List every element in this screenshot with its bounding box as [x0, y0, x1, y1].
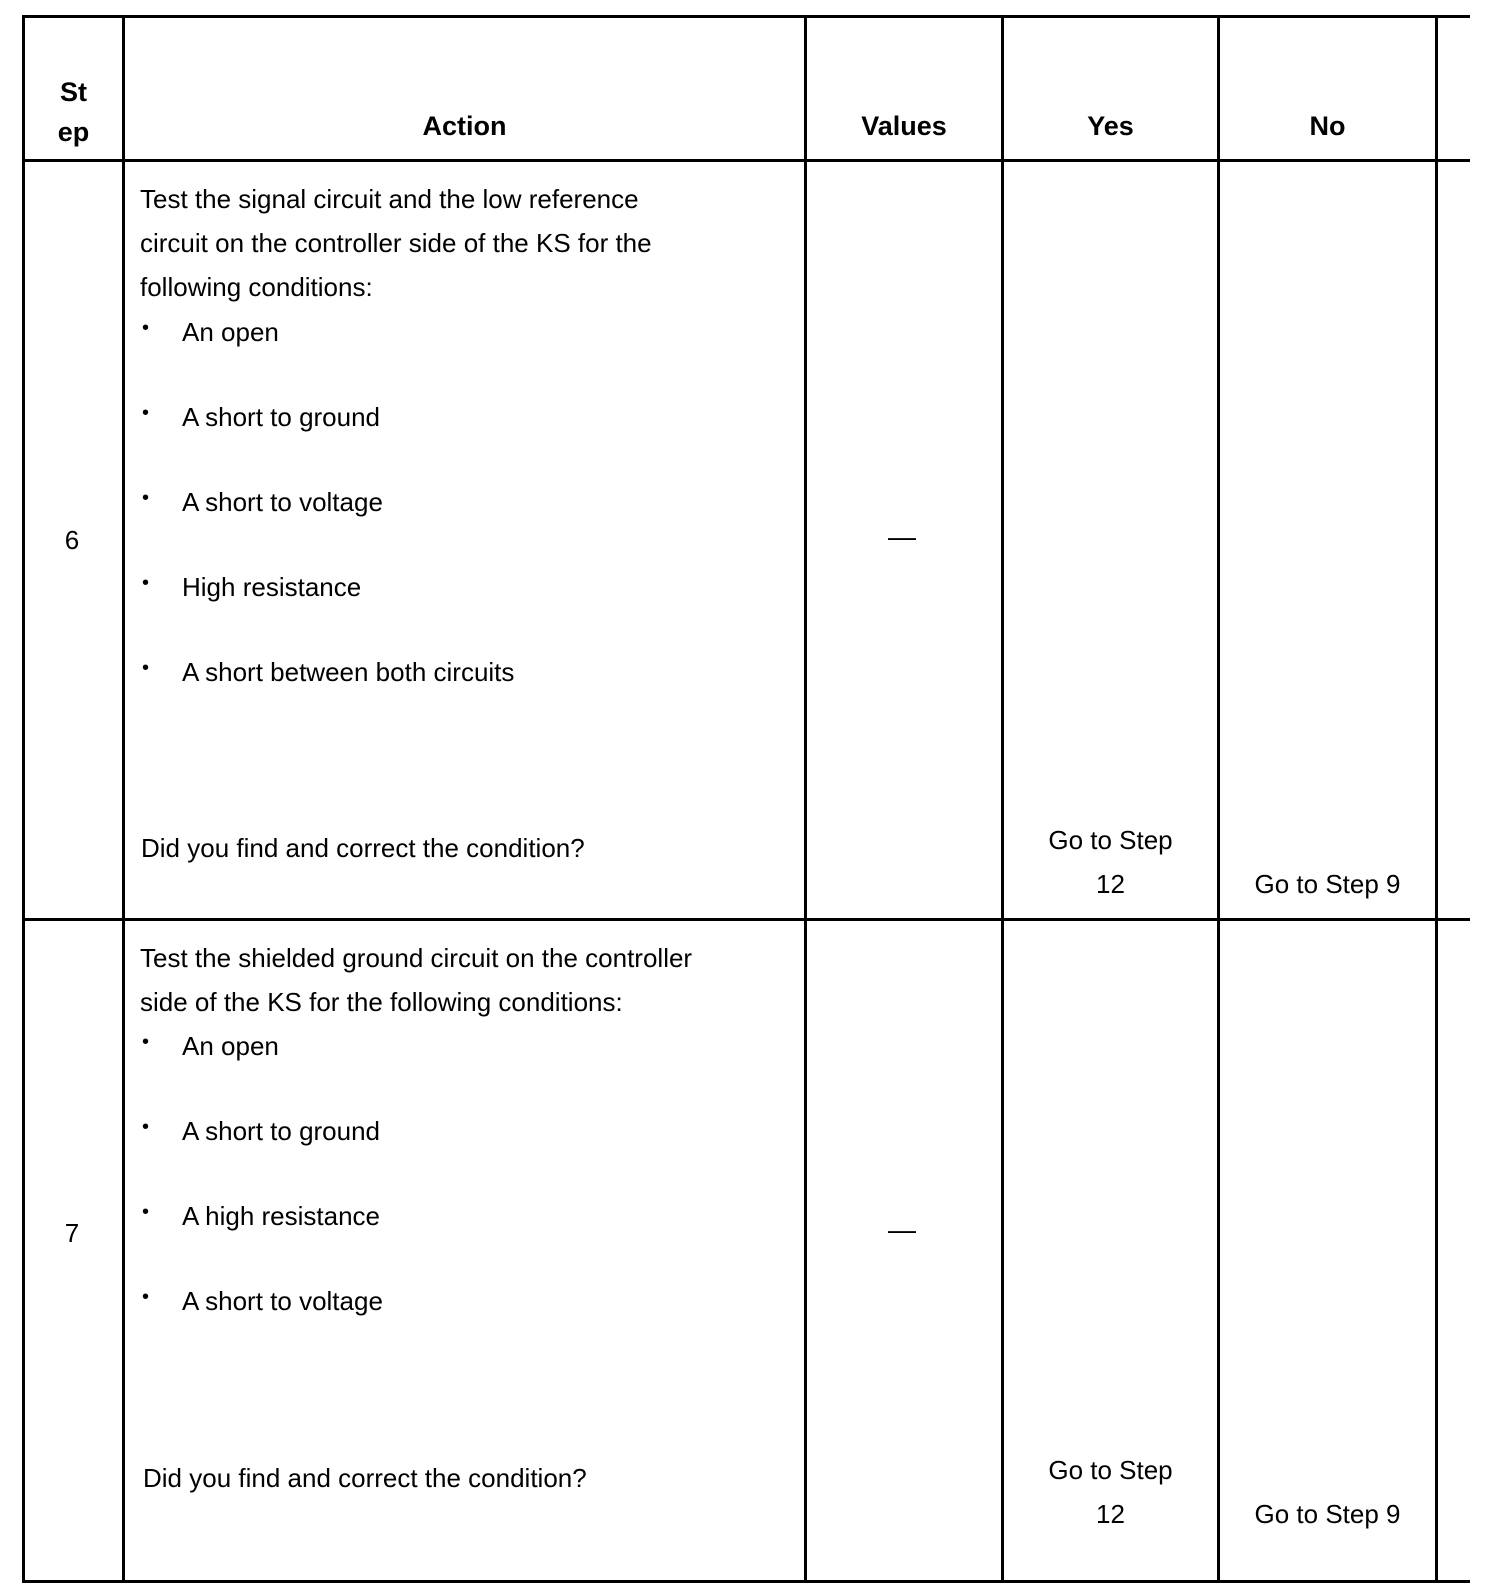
yes-goto-line: Go to Step — [1048, 825, 1173, 855]
table-border-top — [22, 15, 1470, 18]
condition-text: A short to ground — [182, 402, 381, 432]
bullet-icon: • — [142, 1286, 150, 1308]
no-goto: Go to Step 9 — [1254, 869, 1401, 899]
header-yes: Yes — [1087, 111, 1134, 141]
condition-text: A short to ground — [182, 1116, 381, 1146]
action-question: Did you find and correct the condition? — [141, 833, 585, 863]
condition-text: A short between both circuits — [182, 657, 515, 687]
action-intro-line: Test the signal circuit and the low reference — [140, 184, 639, 214]
yes-goto-line: Go to Step — [1048, 1455, 1173, 1485]
header-divider — [22, 159, 1470, 162]
yes-goto-line: 12 — [1096, 869, 1125, 899]
yes-goto — [1004, 818, 1217, 906]
action-intro-line: circuit on the controller side of the KS for the — [140, 228, 652, 258]
condition-text: An open — [182, 317, 279, 347]
bullet-icon: • — [142, 1201, 150, 1223]
no-goto: Go to Step 9 — [1254, 1499, 1401, 1529]
header-action: Action — [422, 111, 507, 141]
header-values: Values — [861, 111, 947, 141]
value-dash: — — [888, 1214, 916, 1245]
bullet-icon: • — [142, 657, 150, 679]
condition-text: High resistance — [182, 572, 362, 602]
action-intro-line: Test the shielded ground circuit on the controller — [140, 943, 693, 973]
header-step-line2: ep — [57, 117, 90, 147]
condition-text: A high resistance — [182, 1201, 381, 1231]
header-no: No — [1309, 111, 1346, 141]
yes-goto-line: 12 — [1096, 1499, 1125, 1529]
col-divider-action — [804, 15, 807, 1583]
bullet-icon: • — [142, 402, 150, 424]
row-divider — [22, 918, 1470, 921]
header-step — [25, 72, 122, 152]
condition-text: An open — [182, 1031, 279, 1061]
bullet-icon: • — [142, 1116, 150, 1138]
bullet-icon: • — [142, 1031, 150, 1053]
table-border-right — [1435, 15, 1438, 1583]
header-step-line1: St — [60, 77, 87, 107]
table-border-left — [22, 15, 25, 1583]
yes-goto — [1004, 1448, 1217, 1536]
action-intro-line: side of the KS for the following conditions: — [140, 987, 623, 1017]
condition-text: A short to voltage — [182, 1286, 383, 1316]
col-divider-yes — [1217, 15, 1220, 1583]
col-divider-step — [122, 15, 125, 1583]
action-intro-line: following conditions: — [140, 272, 373, 302]
diagnostic-table — [22, 15, 1470, 1583]
step-number: 6 — [64, 525, 80, 555]
action-question: Did you find and correct the condition? — [143, 1463, 587, 1493]
step-number: 7 — [64, 1218, 80, 1248]
table-border-bottom — [22, 1580, 1470, 1583]
condition-text: A short to voltage — [182, 487, 383, 517]
bullet-icon: • — [142, 317, 150, 339]
bullet-icon: • — [142, 572, 150, 594]
col-divider-values — [1001, 15, 1004, 1583]
value-dash: — — [888, 521, 916, 552]
bullet-icon: • — [142, 487, 150, 509]
